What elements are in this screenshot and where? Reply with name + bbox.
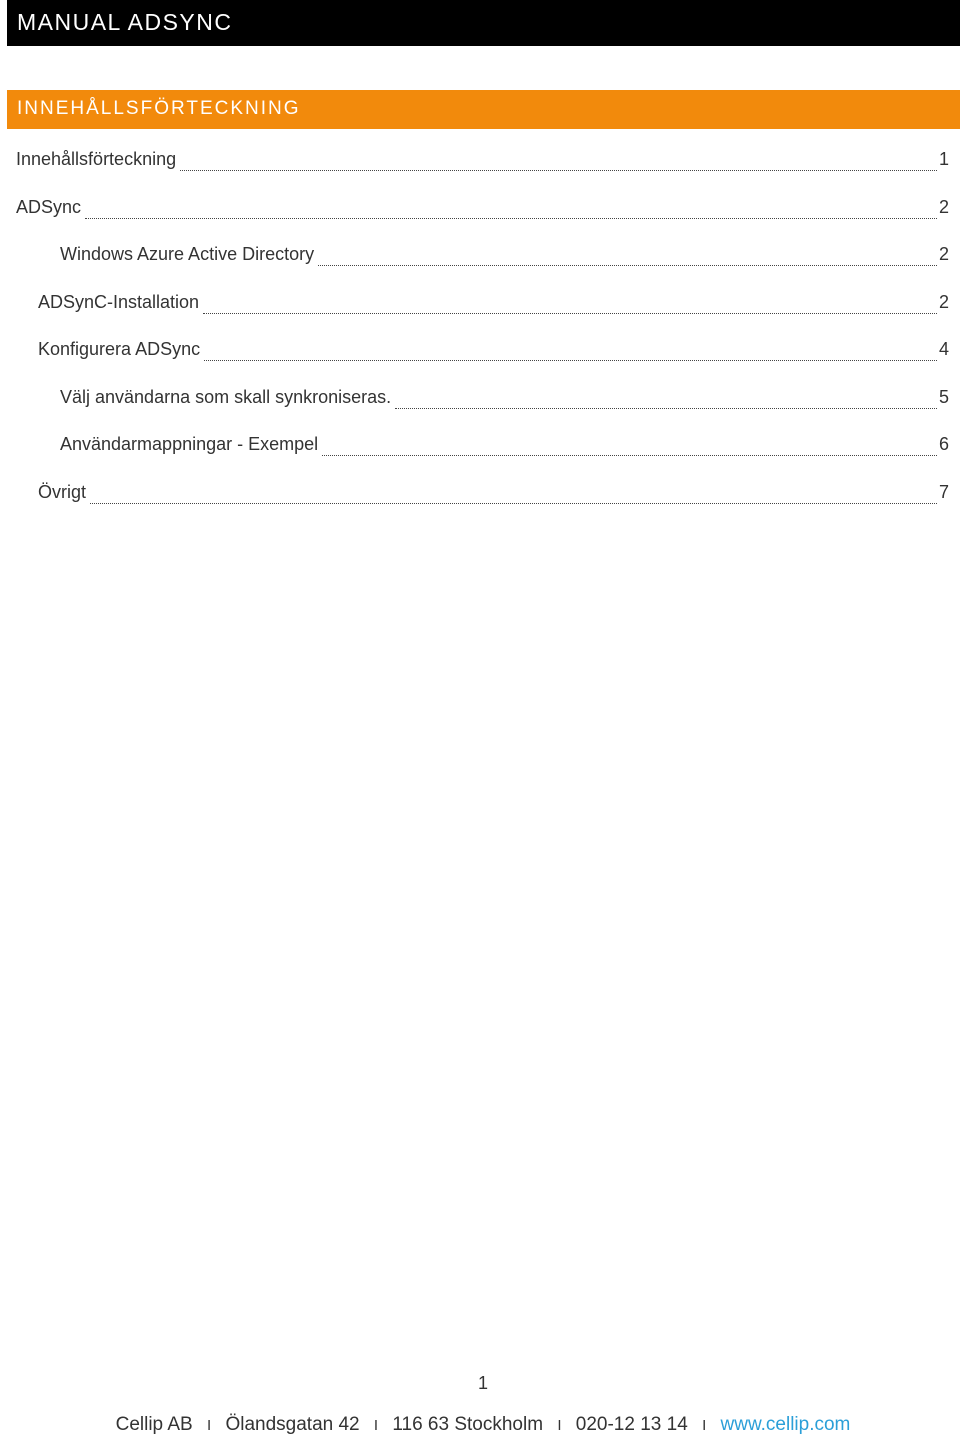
toc-entry-page: 4 — [938, 339, 949, 359]
footer-address: Ölandsgatan 42 — [225, 1414, 360, 1435]
toc-entry-label: ADSynC-Installation — [38, 292, 200, 312]
document-footer — [0, 1414, 960, 1436]
page-number: 1 — [477, 1373, 488, 1393]
toc-entry-label: Innehållsförteckning — [16, 149, 177, 169]
footer-separator: I — [557, 1417, 562, 1434]
toc-dot-leader — [90, 503, 937, 504]
document-header-bar — [7, 0, 960, 46]
toc-entry-windows-azure-active-directory[interactable] — [60, 244, 949, 272]
toc-dot-leader — [318, 265, 937, 266]
toc-entry-page: 2 — [938, 292, 949, 312]
section-heading-bar — [7, 90, 960, 129]
toc-entry-page: 6 — [938, 434, 949, 454]
toc-entry-label: Övrigt — [38, 482, 87, 502]
footer-website-link[interactable]: www.cellip.com — [720, 1414, 851, 1435]
footer-separator: I — [207, 1417, 212, 1434]
toc-entry-page: 5 — [938, 387, 949, 407]
toc-dot-leader — [322, 455, 937, 456]
toc-entry-label: Windows Azure Active Directory — [60, 244, 315, 264]
toc-entry-anvandarmappningar[interactable] — [60, 434, 949, 462]
footer-city: 116 63 Stockholm — [392, 1414, 544, 1435]
toc-dot-leader — [85, 218, 937, 219]
toc-dot-leader — [395, 408, 937, 409]
document-title: MANUAL ADSYNC — [17, 9, 233, 35]
toc-entry-konfigurera-adsync[interactable] — [38, 339, 949, 367]
footer-company: Cellip AB — [115, 1414, 193, 1435]
toc-entry-page: 2 — [938, 197, 949, 217]
footer-separator: I — [373, 1417, 379, 1434]
toc-entry-label: Välj användarna som skall synkroniseras. — [60, 387, 392, 407]
toc-entry-valj-anvandarna[interactable] — [60, 387, 949, 415]
toc-entry-innehallsforteckning[interactable] — [16, 149, 949, 177]
footer-phone: 020-12 13 14 — [575, 1414, 688, 1435]
toc-dot-leader — [203, 313, 937, 314]
toc-entry-label: ADSync — [16, 197, 82, 217]
toc-entry-label: Användarmappningar - Exempel — [60, 434, 319, 454]
toc-dot-leader — [180, 170, 937, 171]
toc-entry-page: 1 — [938, 149, 949, 169]
toc-entry-page: 7 — [938, 482, 949, 502]
footer-separator: I — [702, 1417, 707, 1434]
section-heading: INNEHÅLLSFÖRTECKNING — [17, 98, 301, 119]
toc-entry-adsync-installation[interactable] — [38, 292, 949, 320]
toc-entry-adsync[interactable] — [16, 197, 949, 225]
toc-entry-ovrigt[interactable] — [38, 482, 949, 510]
toc-dot-leader — [204, 360, 937, 361]
toc-entry-page: 2 — [938, 244, 949, 264]
toc-entry-label: Konfigurera ADSync — [38, 339, 201, 359]
